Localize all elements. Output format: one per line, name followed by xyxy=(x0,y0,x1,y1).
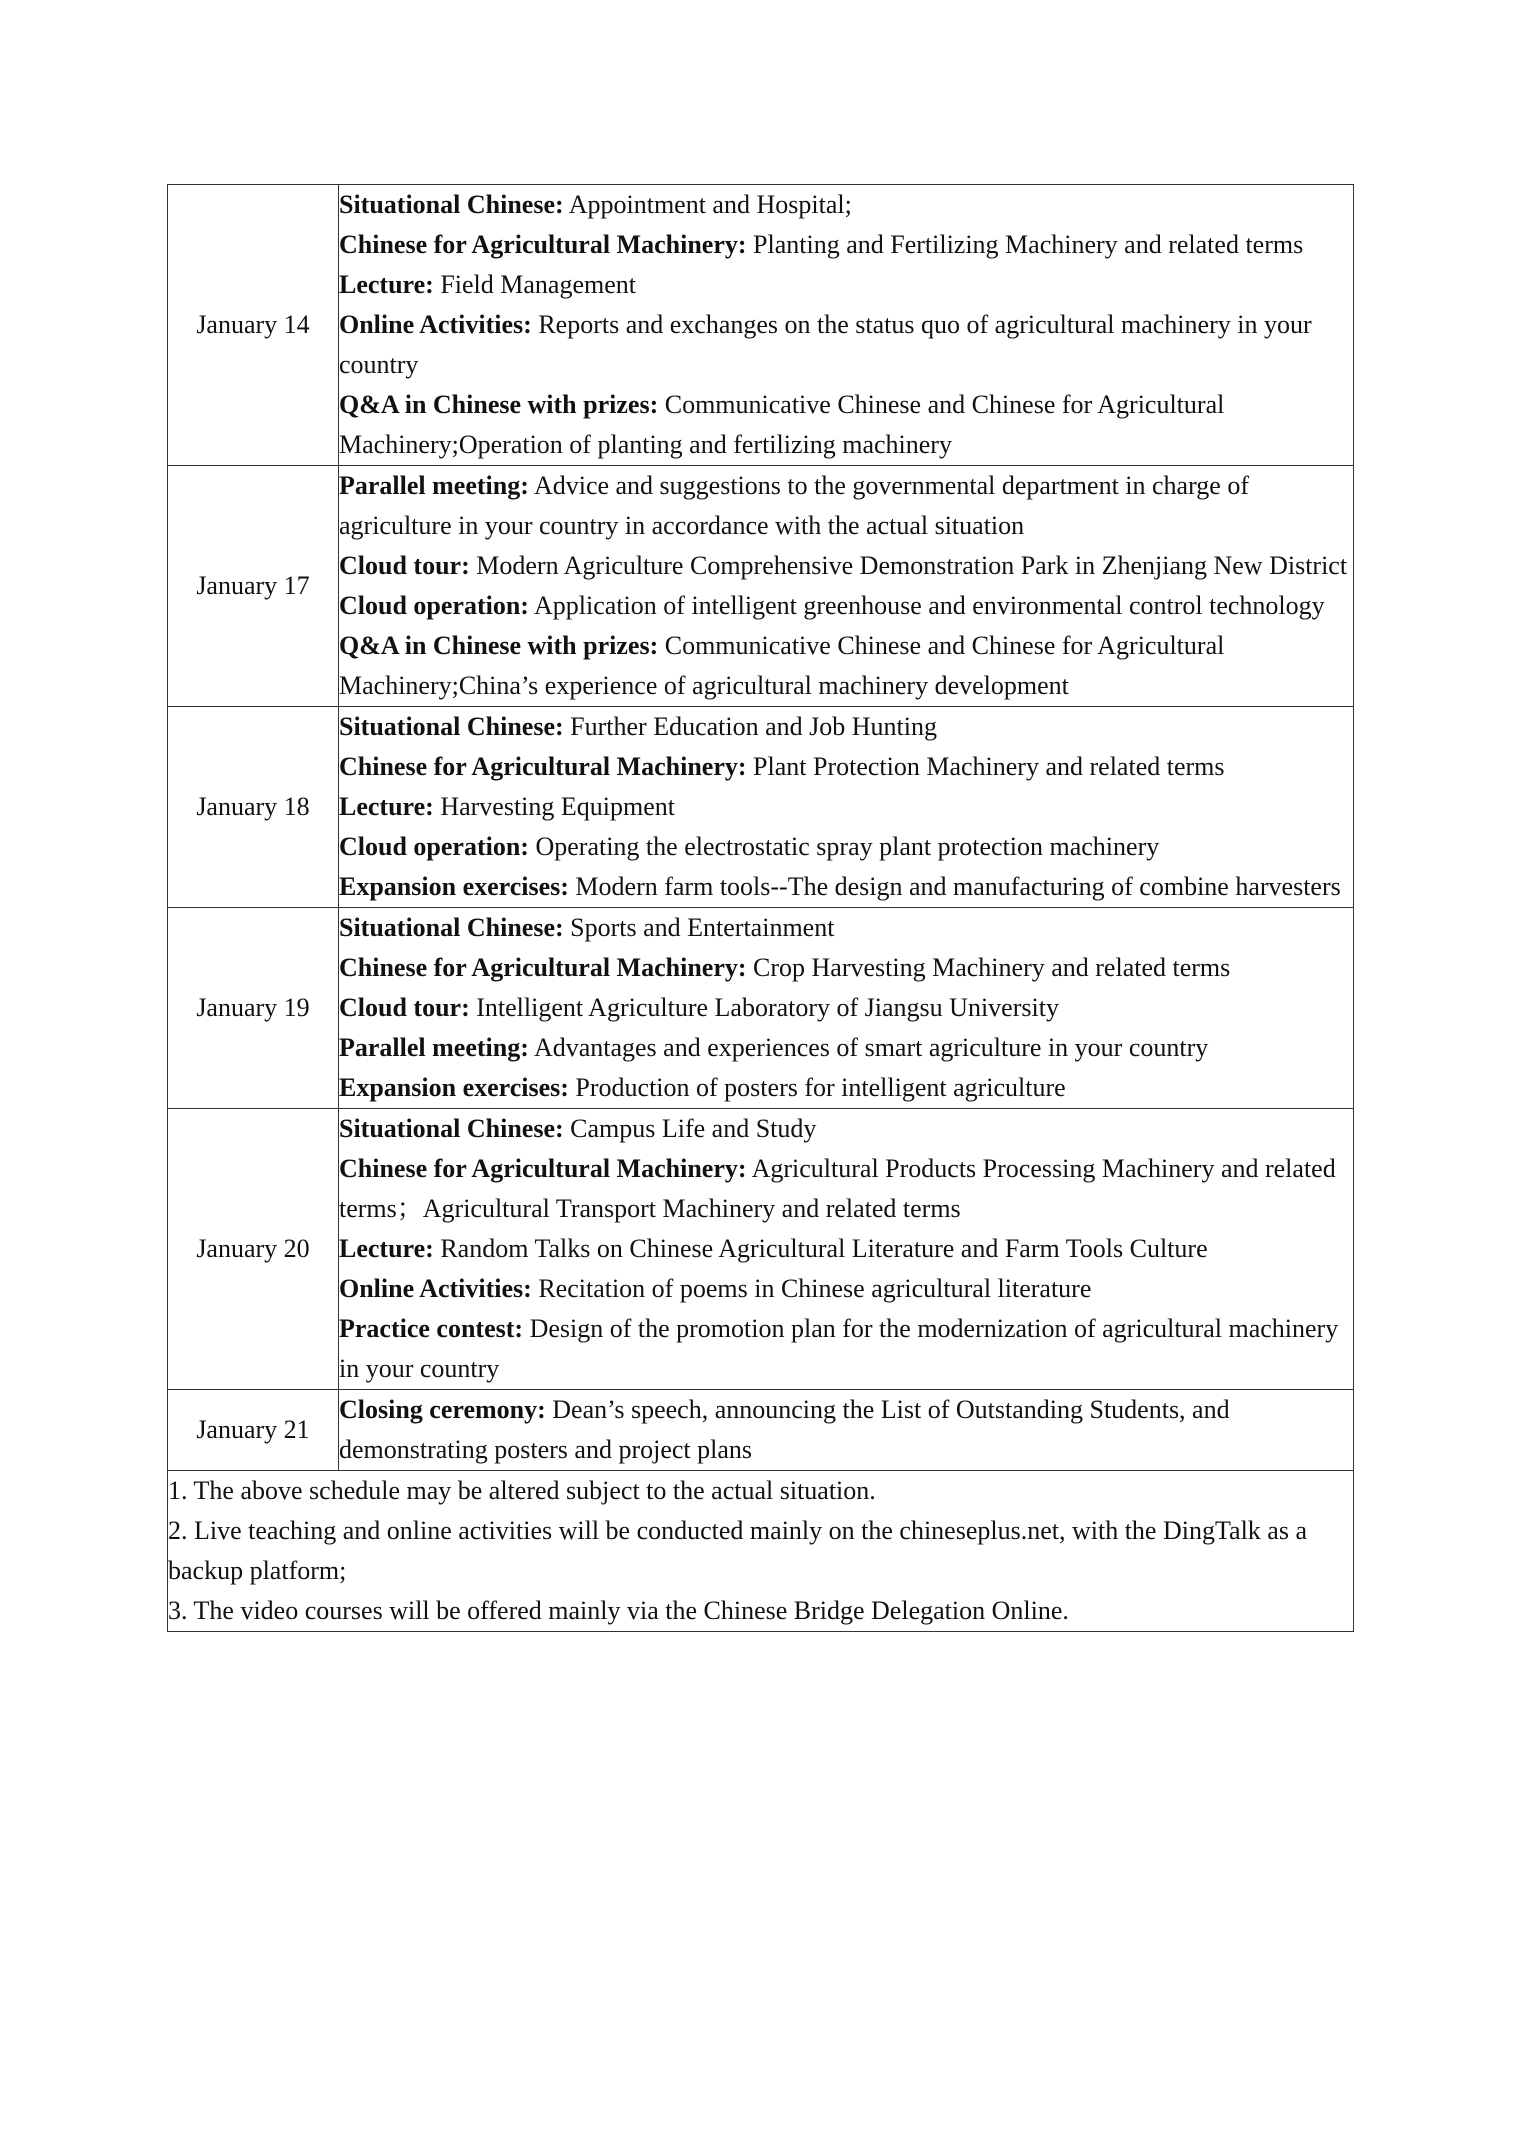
date-cell: January 20 xyxy=(168,1109,339,1390)
activity-text: Advice and suggestions to the governmental department in charge of agriculture in your country in accordance with the actual situation xyxy=(339,471,1249,540)
activities-cell xyxy=(339,185,1354,466)
activities-cell xyxy=(339,1109,1354,1390)
date-cell: January 19 xyxy=(168,908,339,1109)
activity-item xyxy=(339,546,1353,586)
activity-label: Chinese for Agricultural Machinery: xyxy=(339,1154,747,1183)
activity-label: Chinese for Agricultural Machinery: xyxy=(339,953,747,982)
activity-item xyxy=(339,707,1353,747)
activity-text: Agricultural Products Processing Machinery and related terms；Agricultural Transport Machinery and related terms xyxy=(339,1154,1336,1223)
activity-item xyxy=(339,1028,1353,1068)
activity-item xyxy=(339,385,1353,465)
activity-label: Closing ceremony: xyxy=(339,1395,546,1424)
activity-text: Harvesting Equipment xyxy=(433,792,675,821)
table-row xyxy=(168,707,1354,908)
activity-label: Parallel meeting: xyxy=(339,471,529,500)
activities-cell xyxy=(339,908,1354,1109)
activity-text: Sports and Entertainment xyxy=(563,913,835,942)
activity-item xyxy=(339,466,1353,546)
activity-text: Production of posters for intelligent agriculture xyxy=(568,1073,1066,1102)
activity-label: Lecture: xyxy=(339,270,434,299)
activity-label: Q&A in Chinese with prizes: xyxy=(339,390,659,419)
note-item: 3. The video courses will be offered mainly via the Chinese Bridge Delegation Online. xyxy=(168,1596,1069,1625)
activity-item xyxy=(339,265,1353,305)
schedule-table-body xyxy=(168,185,1354,1632)
activity-item xyxy=(339,1229,1353,1269)
activity-text: Communicative Chinese and Chinese for Agricultural Machinery;Operation of planting and fertilizing machinery xyxy=(339,390,1225,459)
activity-item xyxy=(339,867,1353,907)
activity-item xyxy=(339,626,1353,706)
date-cell: January 18 xyxy=(168,707,339,908)
activity-label: Cloud tour: xyxy=(339,993,470,1022)
activity-label: Chinese for Agricultural Machinery: xyxy=(339,230,747,259)
activity-label: Online Activities: xyxy=(339,1274,532,1303)
date-cell: January 21 xyxy=(168,1390,339,1471)
activity-text: Modern Agriculture Comprehensive Demonstration Park in Zhenjiang New District xyxy=(469,551,1348,580)
activity-label: Expansion exercises: xyxy=(339,872,569,901)
table-row xyxy=(168,185,1354,466)
schedule-table xyxy=(167,184,1354,1632)
activity-label: Situational Chinese: xyxy=(339,1114,564,1143)
activity-label: Situational Chinese: xyxy=(339,913,564,942)
activity-item xyxy=(339,1309,1353,1389)
activity-label: Lecture: xyxy=(339,792,434,821)
activity-text: Plant Protection Machinery and related terms xyxy=(746,752,1225,781)
note-item: 2. Live teaching and online activities will be conducted mainly on the chineseplus.net, with the DingTalk as a backup platform; xyxy=(168,1516,1307,1585)
activity-text: Random Talks on Chinese Agricultural Literature and Farm Tools Culture xyxy=(433,1234,1208,1263)
activity-text: Further Education and Job Hunting xyxy=(563,712,937,741)
activity-item xyxy=(339,1269,1353,1309)
table-row xyxy=(168,466,1354,707)
activity-item xyxy=(339,1109,1353,1149)
activity-item xyxy=(339,185,1353,225)
activity-label: Lecture: xyxy=(339,1234,434,1263)
notes-cell xyxy=(168,1471,1354,1632)
activity-item xyxy=(339,1149,1353,1229)
activity-item xyxy=(339,988,1353,1028)
activity-text: Recitation of poems in Chinese agricultural literature xyxy=(531,1274,1092,1303)
activity-item xyxy=(339,747,1353,787)
activity-item xyxy=(339,1390,1353,1470)
activity-text: Advantages and experiences of smart agriculture in your country xyxy=(528,1033,1209,1062)
activity-text: Appointment and Hospital; xyxy=(563,190,852,219)
table-row xyxy=(168,1390,1354,1471)
activity-text: Design of the promotion plan for the modernization of agricultural machinery in your country xyxy=(339,1314,1339,1383)
activity-text: Field Management xyxy=(433,270,636,299)
activity-item xyxy=(339,948,1353,988)
activity-item xyxy=(339,827,1353,867)
activity-item xyxy=(339,787,1353,827)
activities-cell xyxy=(339,466,1354,707)
activity-text: Reports and exchanges on the status quo of agricultural machinery in your country xyxy=(339,310,1312,379)
activity-label: Situational Chinese: xyxy=(339,190,564,219)
date-cell: January 17 xyxy=(168,466,339,707)
activity-text: Planting and Fertilizing Machinery and related terms xyxy=(746,230,1304,259)
activity-item xyxy=(339,225,1353,265)
activity-text: Campus Life and Study xyxy=(563,1114,817,1143)
activity-item xyxy=(339,908,1353,948)
activity-item xyxy=(339,1068,1353,1108)
activity-text: Communicative Chinese and Chinese for Agricultural Machinery;China’s experience of agricultural machinery development xyxy=(339,631,1225,700)
activities-cell xyxy=(339,707,1354,908)
note-item: 1. The above schedule may be altered subject to the actual situation. xyxy=(168,1476,876,1505)
table-row xyxy=(168,908,1354,1109)
table-row xyxy=(168,1109,1354,1390)
date-cell: January 14 xyxy=(168,185,339,466)
activity-label: Expansion exercises: xyxy=(339,1073,569,1102)
activity-text: Modern farm tools--The design and manufacturing of combine harvesters xyxy=(568,872,1341,901)
activity-label: Cloud tour: xyxy=(339,551,470,580)
activity-label: Cloud operation: xyxy=(339,832,529,861)
activity-label: Q&A in Chinese with prizes: xyxy=(339,631,659,660)
activity-label: Situational Chinese: xyxy=(339,712,564,741)
activity-text: Intelligent Agriculture Laboratory of Jiangsu University xyxy=(469,993,1059,1022)
activity-item xyxy=(339,305,1353,385)
activity-label: Online Activities: xyxy=(339,310,532,339)
activity-item xyxy=(339,586,1353,626)
activity-label: Chinese for Agricultural Machinery: xyxy=(339,752,747,781)
activity-label: Cloud operation: xyxy=(339,591,529,620)
activity-label: Parallel meeting: xyxy=(339,1033,529,1062)
activity-text: Application of intelligent greenhouse and environmental control technology xyxy=(528,591,1325,620)
activity-text: Crop Harvesting Machinery and related terms xyxy=(746,953,1231,982)
notes-row xyxy=(168,1471,1354,1632)
activity-text: Dean’s speech, announcing the List of Outstanding Students, and demonstrating posters and project plans xyxy=(339,1395,1230,1464)
activity-text: Operating the electrostatic spray plant protection machinery xyxy=(528,832,1160,861)
activity-label: Practice contest: xyxy=(339,1314,524,1343)
activities-cell xyxy=(339,1390,1354,1471)
